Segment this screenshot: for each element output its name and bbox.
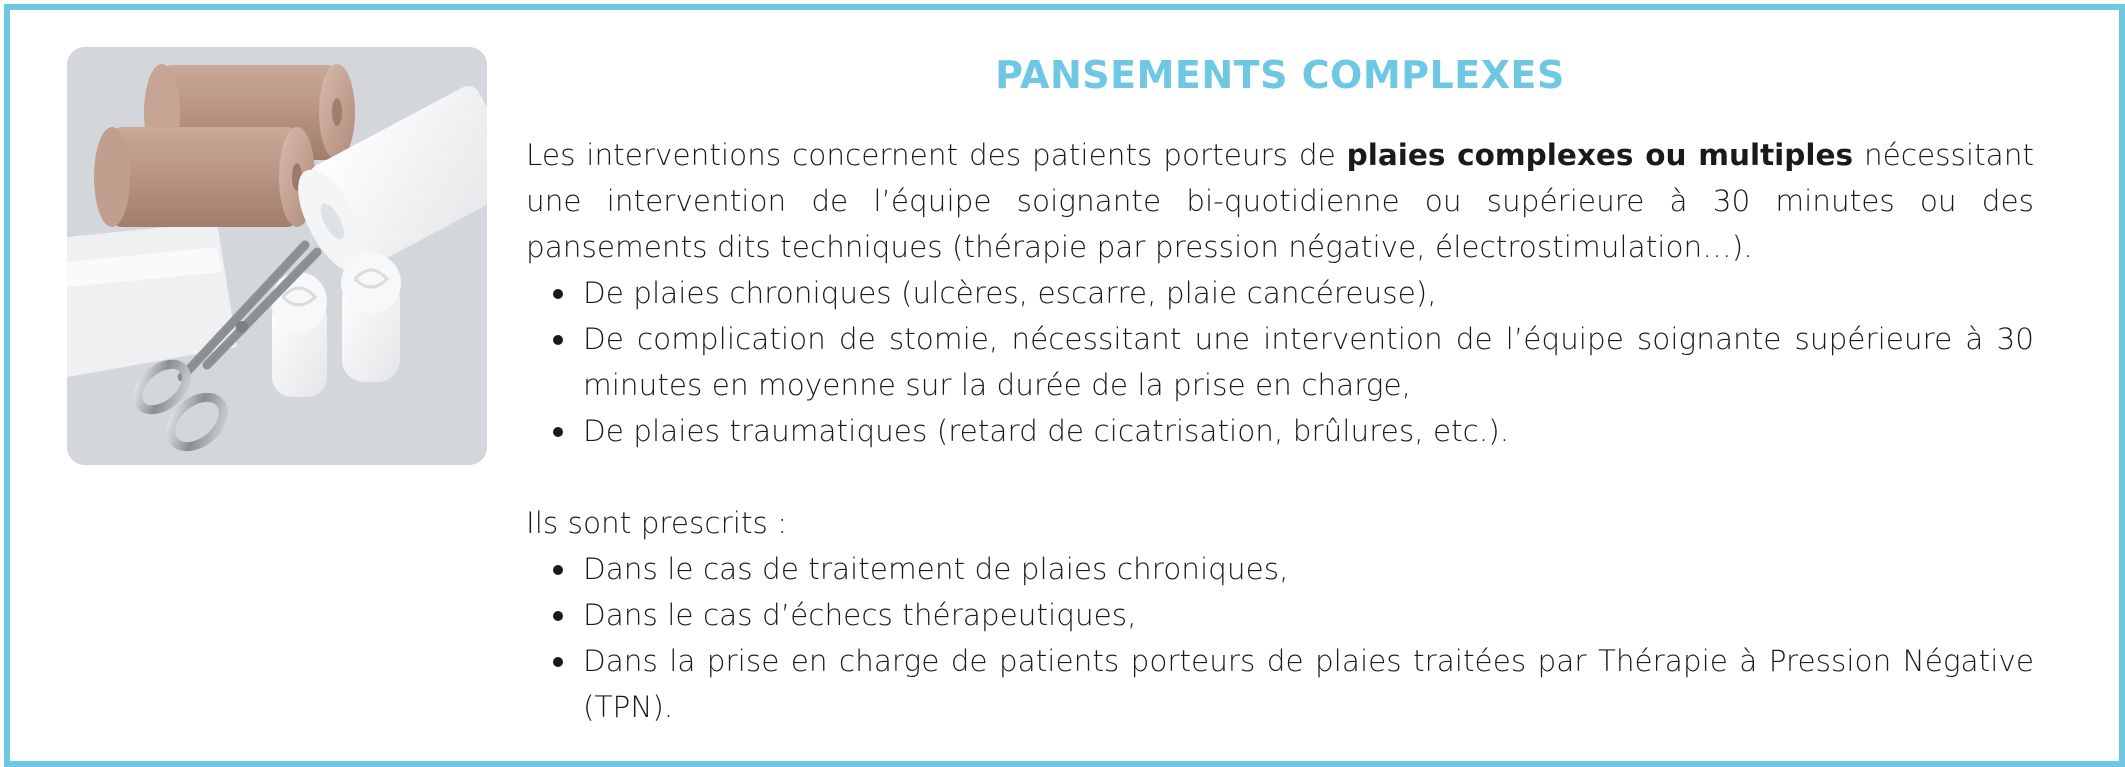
intro-bold-text: plaies complexes ou multiples <box>1346 138 1854 172</box>
intro-text-end: nécessitant une intervention de l’équipe soignante bi-quotidienne ou supérieure à 30 minutes ou des pansements dits techniques (thérapie par pression négative, électrostimulation…). <box>526 138 2034 264</box>
prescription-cases-list <box>526 546 2034 730</box>
bandages-photo <box>67 47 487 465</box>
page-title: PANSEMENTS COMPLEXES <box>995 53 1565 97</box>
content-body <box>526 132 2034 730</box>
list-item: De complication de stomie, nécessitant une intervention de l’équipe soignante supérieure à 30 minutes en moyenne sur la durée de la prise en charge, <box>526 316 2034 408</box>
spacer <box>526 454 2034 500</box>
list-item: Dans le cas d’échecs thérapeutiques, <box>526 592 2034 638</box>
list-item: Dans le cas de traitement de plaies chroniques, <box>526 546 2034 592</box>
card-frame <box>4 4 2125 767</box>
intro-text-start: Les interventions concernent des patients porteurs de <box>526 138 1347 172</box>
list-item: De plaies traumatiques (retard de cicatrisation, brûlures, etc.). <box>526 408 2034 454</box>
wound-types-list <box>526 270 2034 454</box>
list-item: Dans la prise en charge de patients porteurs de plaies traitées par Thérapie à Pression Négative (TPN). <box>526 638 2034 730</box>
intro-paragraph <box>526 132 2034 270</box>
list-item: De plaies chroniques (ulcères, escarre, plaie cancéreuse), <box>526 270 2034 316</box>
prescribed-label: Ils sont prescrits : <box>526 506 788 540</box>
